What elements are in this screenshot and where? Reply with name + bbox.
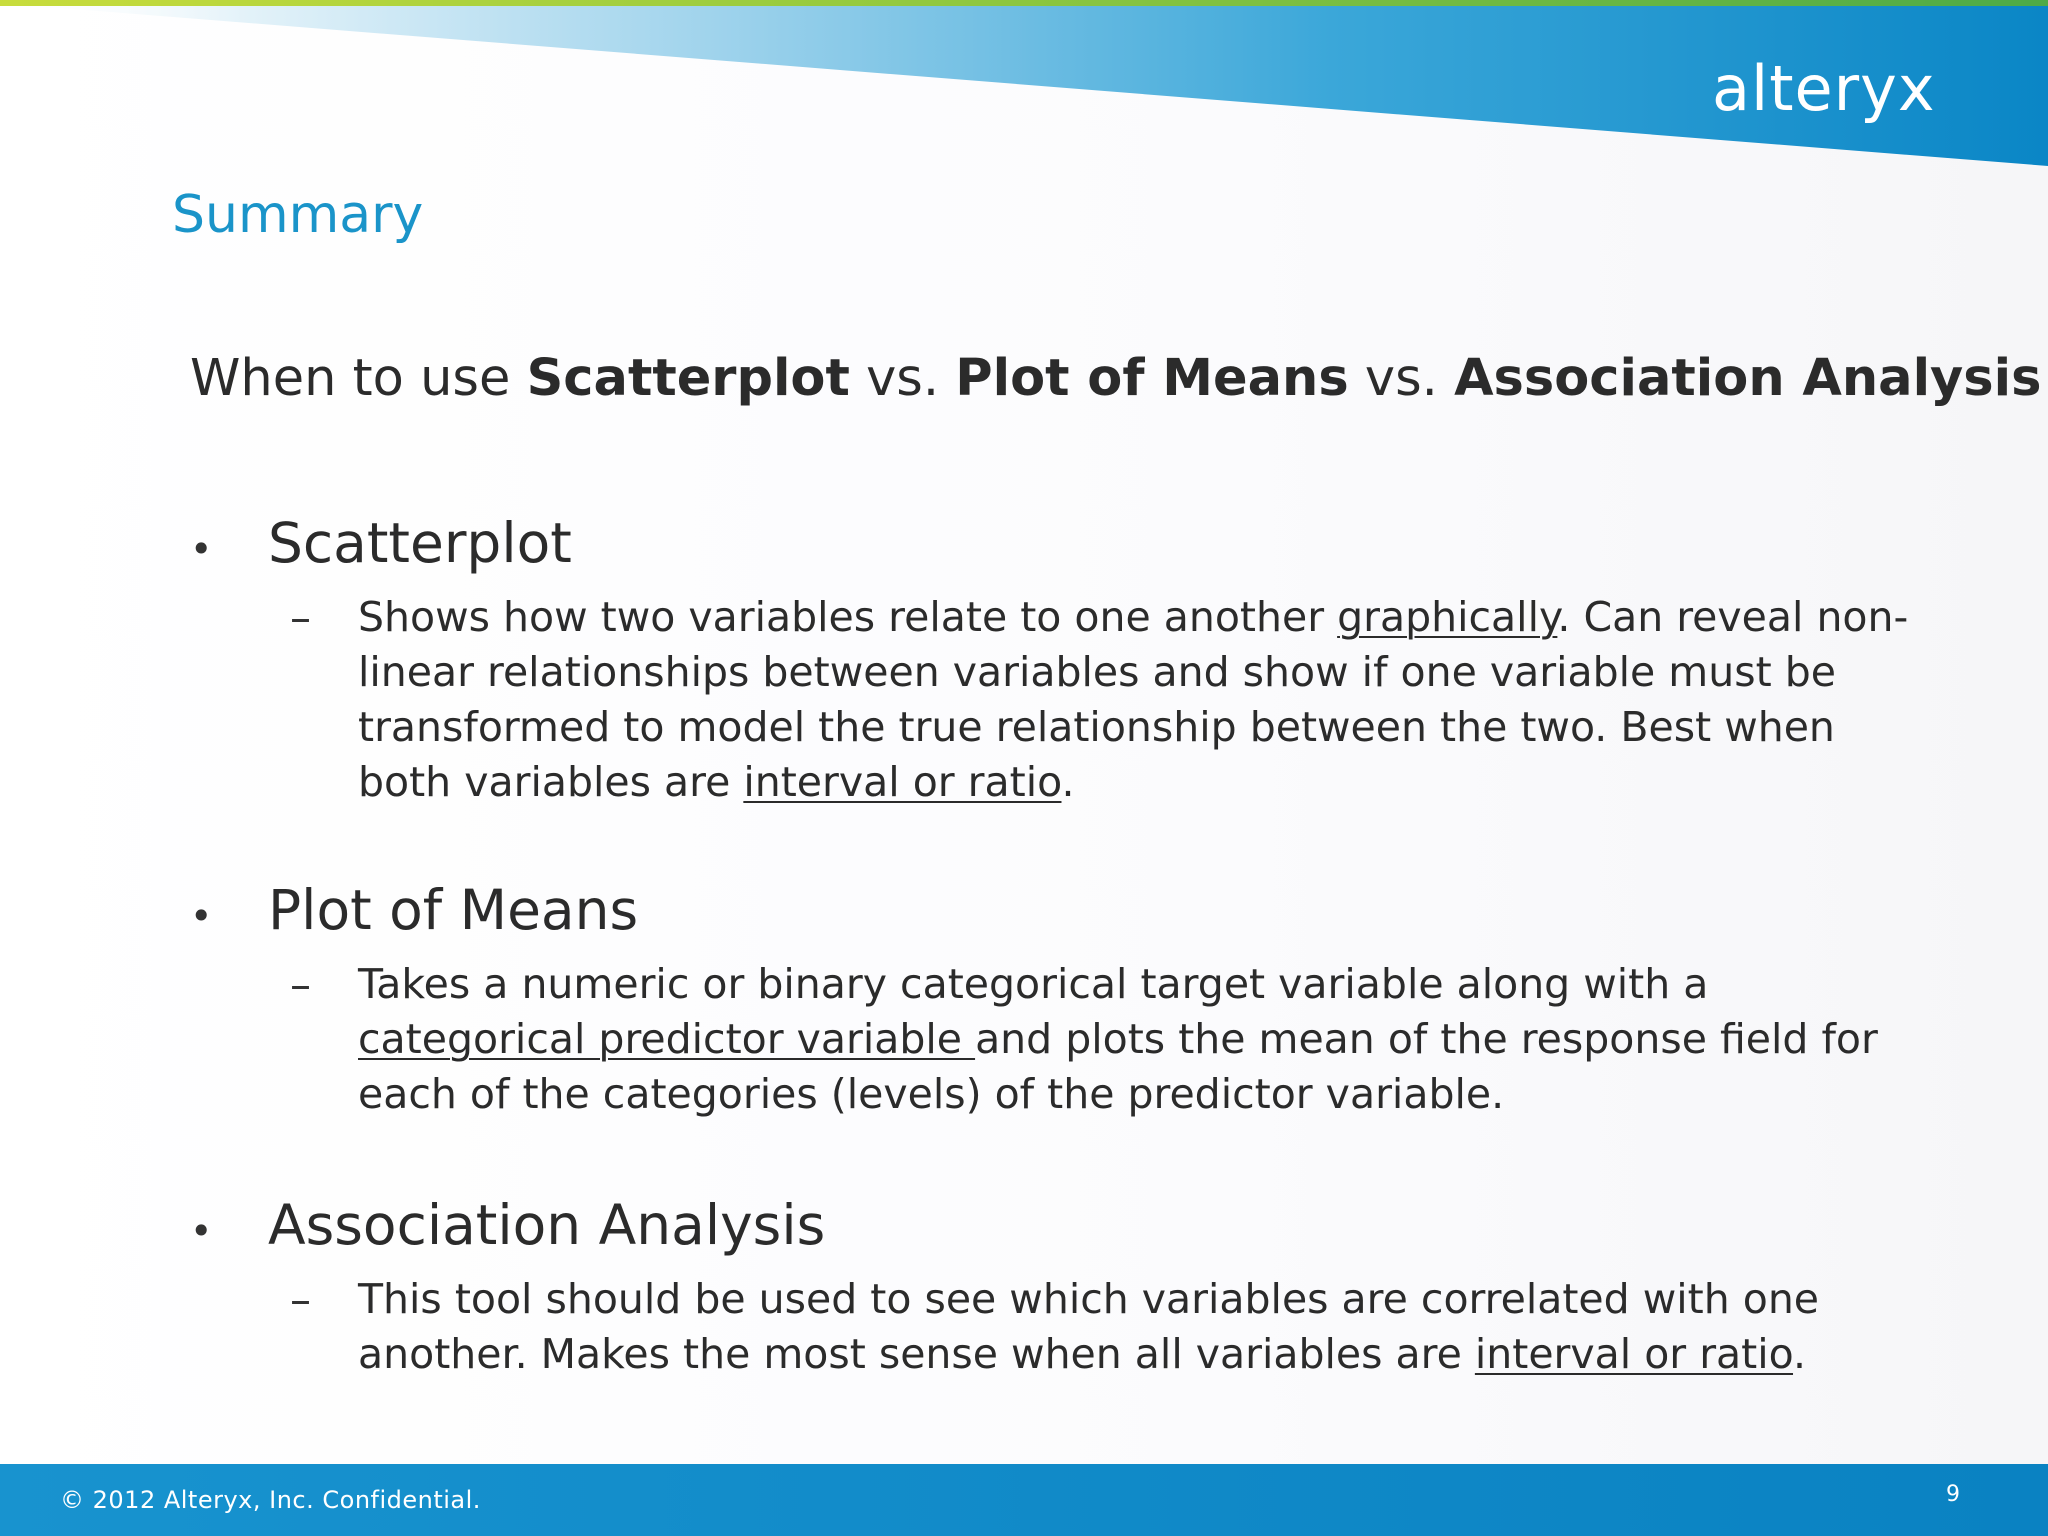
headline-term-scatterplot: Scatterplot [526, 349, 850, 408]
bullet-association-analysis [190, 1192, 1910, 1382]
text-span: . Can reveal non-linear relationships between variables and show if one variable must be transformed to model the true relationship between the two. Best when both variables are [358, 593, 1909, 806]
footer-bar [0, 1464, 2048, 1536]
section-title: Summary [172, 185, 424, 245]
sub-bullet-dash: – [290, 593, 311, 642]
sub-bullet-text [358, 590, 1910, 810]
headline [190, 346, 2042, 412]
text-span: Takes a numeric or binary categorical target variable along with a [358, 960, 1709, 1008]
headline-term-plot-of-means: Plot of Means [955, 349, 1349, 408]
bullet-glyph: • [190, 1209, 213, 1253]
bullet-heading: Scatterplot [268, 511, 572, 575]
bullet-glyph: • [190, 527, 213, 571]
sub-bullet-text [358, 1272, 1910, 1382]
footer-copyright: © 2012 Alteryx, Inc. Confidential. [60, 1486, 481, 1514]
banner-green-stripe [0, 0, 2048, 6]
text-span: . [1793, 1330, 1807, 1378]
bullet-glyph: • [190, 894, 213, 938]
headline-prefix: When to use [190, 349, 527, 408]
text-span: and plots the mean of the response field for each of the categories (levels) of the predictor variable. [358, 1015, 1878, 1118]
alteryx-logo: alteryx [1712, 52, 1936, 125]
headline-term-association-analysis: Association Analysis [1454, 349, 2042, 408]
text-span: Shows how two variables relate to one another [358, 593, 1338, 641]
text-span: . [1061, 758, 1075, 806]
underlined-term-interval-or-ratio: interval or ratio [743, 758, 1062, 806]
text-span: This tool should be used to see which variables are correlated with one another. Makes the most sense when all variables are [358, 1275, 1820, 1378]
bullet-scatterplot [190, 510, 1910, 810]
underlined-term-graphically: graphically [1337, 593, 1558, 641]
bullet-plot-of-means [190, 877, 1910, 1122]
page-number: 9 [1946, 1482, 1960, 1507]
sub-bullet-dash: – [290, 960, 311, 1009]
underlined-term-interval-or-ratio: interval or ratio [1474, 1330, 1794, 1378]
underlined-term-categorical-predictor: categorical predictor variable [358, 1015, 976, 1063]
bullet-heading: Association Analysis [268, 1193, 826, 1257]
headline-separator-1: vs. [849, 349, 956, 408]
bullet-heading: Plot of Means [268, 878, 639, 942]
headline-separator-2: vs. [1348, 349, 1455, 408]
sub-bullet-text [358, 957, 1910, 1122]
sub-bullet-dash: – [290, 1275, 311, 1324]
